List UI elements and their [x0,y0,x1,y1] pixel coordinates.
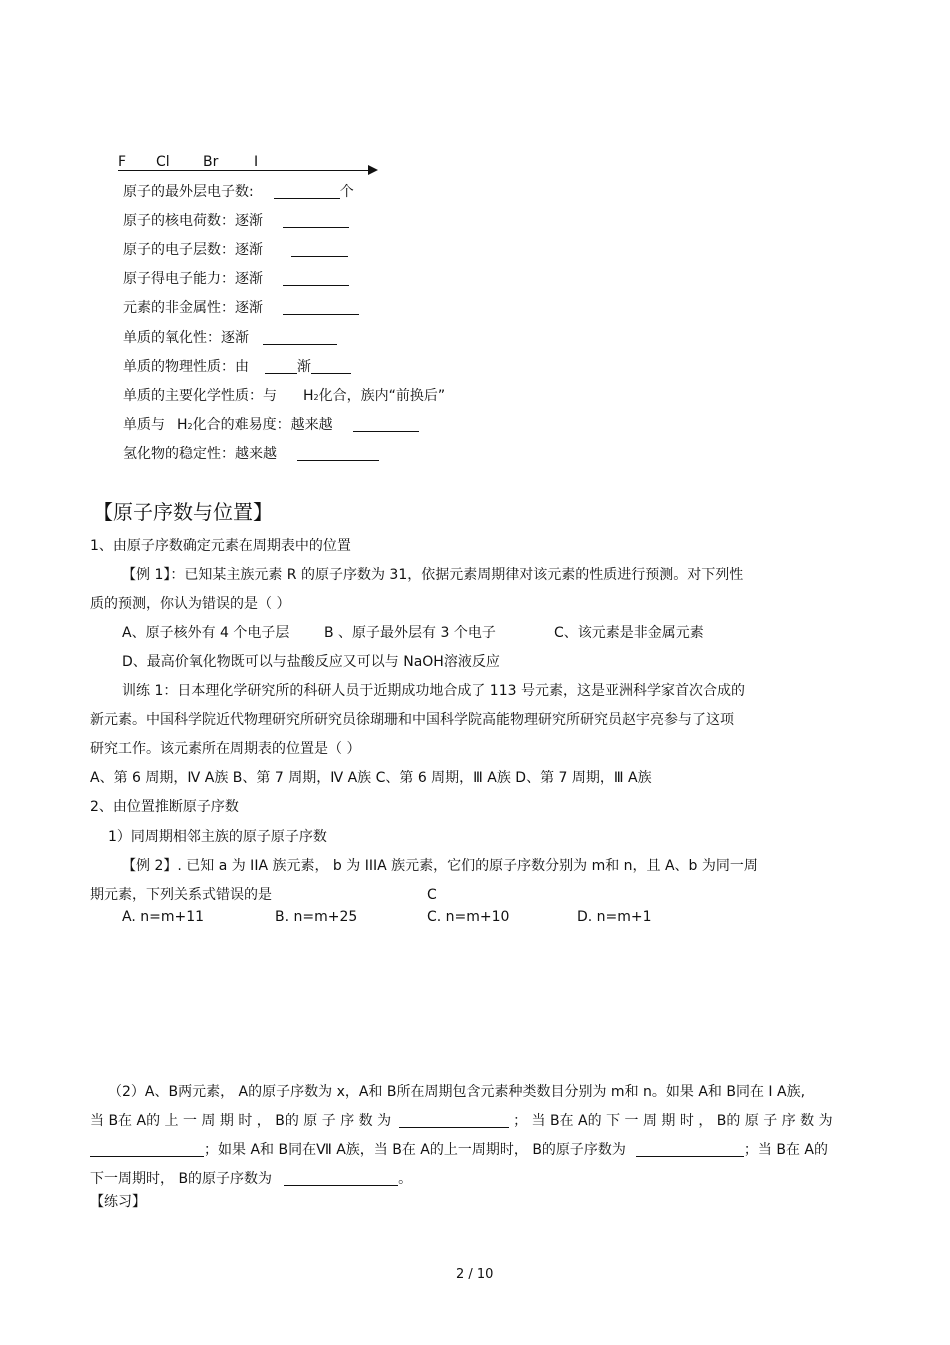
arrow-right-icon [368,165,378,175]
sub2-line1: （2）A、B两元素， A的原子序数为 x，A和 B所在周期包含元素种类数目分别为 m和 n。如果 A和 B同在 Ⅰ A族, [108,1084,806,1100]
answer-blank[interactable] [636,1142,744,1157]
training1-options: A、第 6 周期，Ⅳ A族 B、第 7 周期，Ⅳ A族 C、第 6 周期，Ⅲ A族 D、第 7 周期，Ⅲ A族 [90,770,652,786]
property-row: 原子得电子能力：逐渐 [123,270,349,288]
answer-blank[interactable] [283,213,349,228]
property-row: 元素的非金属性：逐渐 [123,299,359,317]
example1-line1: 【例 1】：已知某主族元素 R 的原子序数为 31，依据元素周期律对该元素的性质进行预测。对下列性 [122,567,744,583]
answer-blank[interactable] [297,446,379,461]
part2-sub1: 1）同周期相邻主族的原子原子序数 [108,829,327,845]
answer-blank[interactable] [283,271,349,286]
answer-blank[interactable] [265,359,297,374]
example1-option-c: C、该元素是非金属元素 [554,625,704,641]
property-row: 单质的氧化性：逐渐 [123,329,337,347]
example2-option-a: A. n=m+11 [122,909,205,925]
example2-line2: 期元素，下列关系式错误的是 [90,887,272,903]
property-row: 氢化物的稳定性：越来越 [123,445,379,463]
training1-line3: 研究工作。该元素所在周期表的位置是（ ） [90,741,361,757]
example2-option-c: C. n=m+10 [427,909,510,925]
answer-blank[interactable] [283,300,359,315]
answer-blank[interactable] [291,242,348,257]
example2-option-d: D. n=m+1 [577,909,652,925]
property-row: 原子的电子层数：逐渐 [123,241,348,259]
example1-line2: 质的预测，你认为错误的是（ ） [90,596,291,612]
answer-blank[interactable] [399,1113,509,1128]
example1-option-b: B 、原子最外层有 3 个电子 [324,625,496,641]
sub2-line4: 下一周期时， B的原子序数为 。 [90,1171,413,1187]
answer-blank[interactable] [311,359,351,374]
example1-option-a: A、原子核外有 4 个电子层 [122,625,290,641]
example2-line1: 【例 2】. 已知 a 为 IIA 族元素， b 为 IIIA 族元素，它们的原子序数分别为 m和 n，且 A、b 为同一周 [122,858,758,874]
property-row: 原子的核电荷数：逐渐 [123,212,349,230]
sub2-line2: 当 B在 A的 上 一 周 期 时 ， B的 原 子 序 数 为 ； 当 B在 A的 下 一 周 期 时 ， B的 原 子 序 数 为 [90,1113,833,1129]
page-number: 2 / 10 [456,1267,494,1282]
example1-option-d: D、最高价氧化物既可以与盐酸反应又可以与 NaOH溶液反应 [122,654,500,670]
halogen-label-br: Br [203,154,219,170]
part1-title: 1、由原子序数确定元素在周期表中的位置 [90,538,351,554]
training1-line1: 训练 1：日本理化学研究所的科研人员于近期成功地合成了 113 号元素，这是亚洲科学家首次合成的 [122,683,745,699]
training1-line2: 新元素。中国科学院近代物理研究所研究员徐瑚珊和中国科学院高能物理研究所研究员赵宇亮参与了这项 [90,712,734,728]
property-row: 单质与 H2化合的难易度：越来越 [123,416,419,436]
property-row: 原子的最外层电子数: 个 [123,184,354,200]
sub2-line3: ；如果 A和 B同在Ⅶ A族，当 B在 A的上一周期时， B的原子序数为 ；当 B在 A的 [90,1141,828,1159]
halogen-label-cl: Cl [156,154,170,170]
part2-title: 2、由位置推断原子序数 [90,799,239,815]
answer-blank[interactable] [274,184,340,199]
section-title: 【原子序数与位置】 [93,500,273,524]
answer-blank[interactable] [353,417,419,432]
property-row: 单质的主要化学性质：与 H2化合，族内“前换后” [123,388,446,404]
halogen-label-i: I [254,154,259,170]
example2-option-b: B. n=m+25 [275,909,358,925]
property-row: 单质的物理性质：由 渐 [123,358,351,376]
practice-label: 【练习】 [90,1194,146,1210]
halogen-label-f: F [118,154,127,170]
example2-answer: C [427,887,437,903]
answer-blank[interactable] [90,1142,204,1157]
answer-blank[interactable] [263,330,337,345]
answer-blank[interactable] [284,1171,398,1186]
